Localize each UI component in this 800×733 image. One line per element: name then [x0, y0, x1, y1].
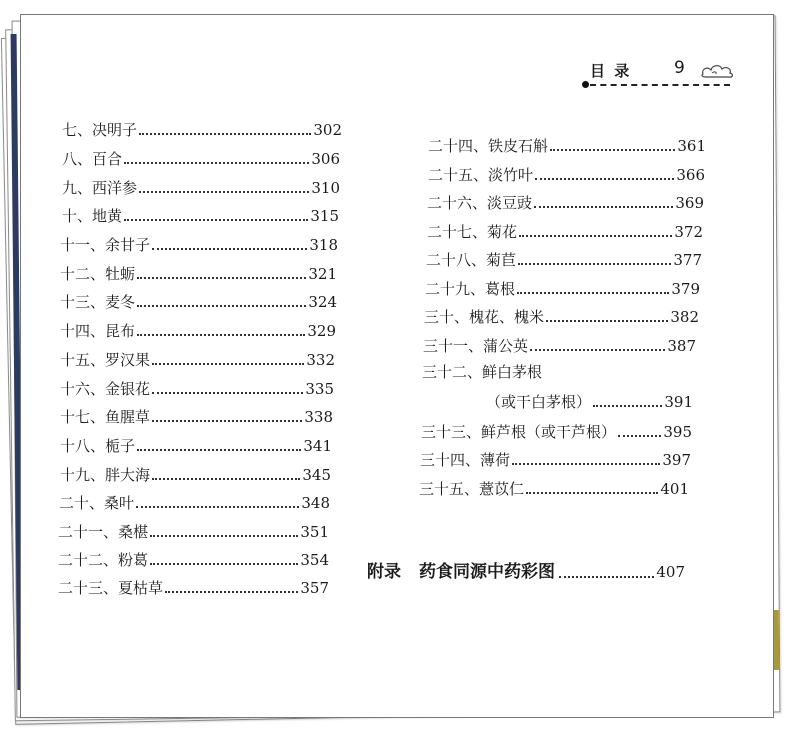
toc-entry-title: 二十四、铁皮石斛 [428, 137, 549, 155]
dot-leader [512, 463, 660, 465]
toc-entry-page: 369 [675, 194, 704, 212]
dot-leader [124, 162, 309, 164]
toc-entry-page: 310 [311, 179, 340, 197]
toc-entry[interactable] [58, 522, 329, 542]
dot-leader [152, 478, 300, 480]
toc-entry-page: 338 [304, 408, 333, 426]
dot-leader [152, 420, 302, 422]
toc-entry-title: 三十、槐花、槐米 [424, 308, 545, 326]
toc-entry-title: 二十六、淡豆豉 [427, 194, 533, 212]
toc-entry-page: 335 [305, 380, 334, 398]
toc-entry-title: 七、决明子 [62, 121, 138, 139]
toc-entry[interactable] [60, 321, 336, 341]
cloud-ornament-icon [700, 62, 736, 80]
toc-entry[interactable] [60, 235, 338, 255]
dot-leader [534, 206, 673, 208]
toc-entry-title: 十四、昆布 [60, 322, 136, 340]
toc-entry-page: 397 [662, 451, 691, 469]
dot-leader [519, 235, 672, 237]
toc-entry-page: 395 [663, 423, 692, 441]
toc-entry-title: 十、地黄 [62, 207, 123, 225]
toc-entry[interactable] [427, 222, 703, 242]
toc-entry-title: 十一、余甘子 [60, 236, 151, 254]
dot-leader [137, 449, 301, 451]
appendix-label: 附录 [367, 562, 401, 582]
toc-entry-title: 三十四、薄荷 [420, 451, 511, 469]
toc-entry[interactable] [62, 149, 340, 169]
toc-entry-title: 十二、牡蛎 [60, 265, 136, 283]
toc-entry-title: 二十、桑叶 [59, 494, 135, 512]
dot-leader [152, 363, 304, 365]
toc-entry[interactable] [425, 279, 700, 299]
dot-leader [517, 292, 669, 294]
toc-entry-page: 302 [313, 121, 342, 139]
toc-entry-page: 366 [676, 166, 705, 184]
header-bullet [582, 81, 589, 88]
toc-entry-page: 324 [308, 293, 337, 311]
toc-entry-page: 354 [300, 551, 329, 569]
toc-entry-page: 318 [309, 236, 338, 254]
toc-entry[interactable] [426, 250, 702, 270]
dot-leader [559, 576, 654, 578]
dot-leader [530, 349, 665, 351]
dot-leader [535, 178, 674, 180]
toc-entry-title: 二十一、桑椹 [58, 523, 149, 541]
toc-entry[interactable] [62, 120, 342, 140]
toc-entry-title: 十三、麦冬 [60, 293, 136, 311]
toc-entry-page: 377 [673, 251, 702, 269]
toc-entry[interactable] [424, 307, 699, 327]
toc-entry-page: 341 [303, 437, 332, 455]
toc-entry[interactable] [428, 165, 705, 185]
toc-entry[interactable] [420, 450, 691, 470]
toc-entry[interactable] [419, 479, 689, 499]
toc-entry-title: 二十七、菊花 [427, 223, 518, 241]
page-header [560, 52, 750, 92]
dot-leader [150, 535, 298, 537]
toc-entry-title: 二十五、淡竹叶 [428, 166, 534, 184]
toc-entry-title: 八、百合 [62, 150, 123, 168]
dot-leader [124, 219, 308, 221]
dot-leader [165, 591, 298, 593]
dot-leader [152, 392, 303, 394]
toc-entry-title: 十五、罗汉果 [60, 351, 151, 369]
toc-entry-title: 三十一、蒲公英 [423, 337, 529, 355]
dot-leader [137, 334, 305, 336]
toc-entry[interactable] [58, 578, 329, 598]
toc-entry[interactable] [58, 550, 329, 570]
toc-entry-page: 391 [664, 393, 693, 411]
toc-entry-page: 321 [308, 265, 337, 283]
toc-entry[interactable] [60, 407, 333, 427]
toc-entry-page: 361 [677, 137, 706, 155]
toc-entry[interactable] [428, 136, 706, 156]
toc-entry-title: 三十三、鲜芦根（或干芦根） [421, 423, 617, 441]
appendix-entry[interactable] [367, 561, 685, 583]
toc-entry-page: 315 [310, 207, 339, 225]
toc-entry[interactable] [60, 264, 337, 284]
toc-entry-title: 二十三、夏枯草 [58, 579, 164, 597]
toc-entry-title: 二十八、菊苣 [426, 251, 517, 269]
toc-entry-page: 379 [671, 280, 700, 298]
header-title: 目 录 [590, 62, 632, 80]
toc-entry-page: 401 [660, 480, 689, 498]
toc-entry[interactable] [62, 178, 340, 198]
toc-entry[interactable] [60, 436, 332, 456]
toc-entry-page: 382 [670, 308, 699, 326]
toc-entry-page: 357 [300, 579, 329, 597]
appendix-title: 药食同源中药彩图 [419, 562, 555, 582]
toc-entry[interactable] [59, 493, 330, 513]
toc-entry[interactable] [427, 193, 704, 213]
dot-leader [518, 263, 671, 265]
dot-leader [137, 277, 306, 279]
toc-entry-title: 二十二、粉葛 [58, 551, 149, 569]
toc-entry-title[interactable]: 三十二、鲜白茅根 [422, 363, 543, 381]
dot-leader [546, 320, 668, 322]
toc-entry[interactable] [60, 292, 337, 312]
toc-entry-title: 十九、胖大海 [60, 466, 151, 484]
toc-entry-page: 306 [311, 150, 340, 168]
toc-entry[interactable] [60, 379, 334, 399]
toc-entry[interactable] [60, 465, 331, 485]
header-dashed-rule [590, 84, 730, 86]
toc-entry-page: 351 [300, 523, 329, 541]
toc-entry[interactable] [486, 392, 693, 412]
dot-leader [136, 506, 299, 508]
dot-leader [618, 435, 661, 437]
dot-leader [139, 133, 311, 135]
toc-entry-page: 372 [674, 223, 703, 241]
toc-entry[interactable] [423, 336, 696, 356]
dot-leader [139, 191, 309, 193]
toc-entry-page: 345 [302, 466, 331, 484]
header-page-number: 9 [674, 58, 685, 78]
appendix-page: 407 [656, 563, 685, 581]
dot-leader [593, 405, 662, 407]
dot-leader [526, 492, 658, 494]
toc-entry-page: 348 [301, 494, 330, 512]
toc-entry-subtitle: （或干白茅根） [486, 393, 592, 411]
dot-leader [137, 305, 306, 307]
toc-entry-title: 十六、金银花 [60, 380, 151, 398]
toc-entry-title: 二十九、葛根 [425, 280, 516, 298]
toc-entry-title: 三十五、薏苡仁 [419, 480, 525, 498]
toc-entry[interactable] [62, 206, 339, 226]
dot-leader [150, 563, 298, 565]
toc-entry-page: 387 [667, 337, 696, 355]
toc-entry[interactable] [60, 350, 335, 370]
dot-leader [550, 149, 675, 151]
toc-entry-title: 十七、鱼腥草 [60, 408, 151, 426]
toc-entry-title: 十八、栀子 [60, 437, 136, 455]
dot-leader [152, 248, 307, 250]
toc-entry-page: 332 [306, 351, 335, 369]
toc-entry-page: 329 [307, 322, 336, 340]
toc-entry-title: 九、西洋参 [62, 179, 138, 197]
toc-entry[interactable] [421, 422, 692, 442]
